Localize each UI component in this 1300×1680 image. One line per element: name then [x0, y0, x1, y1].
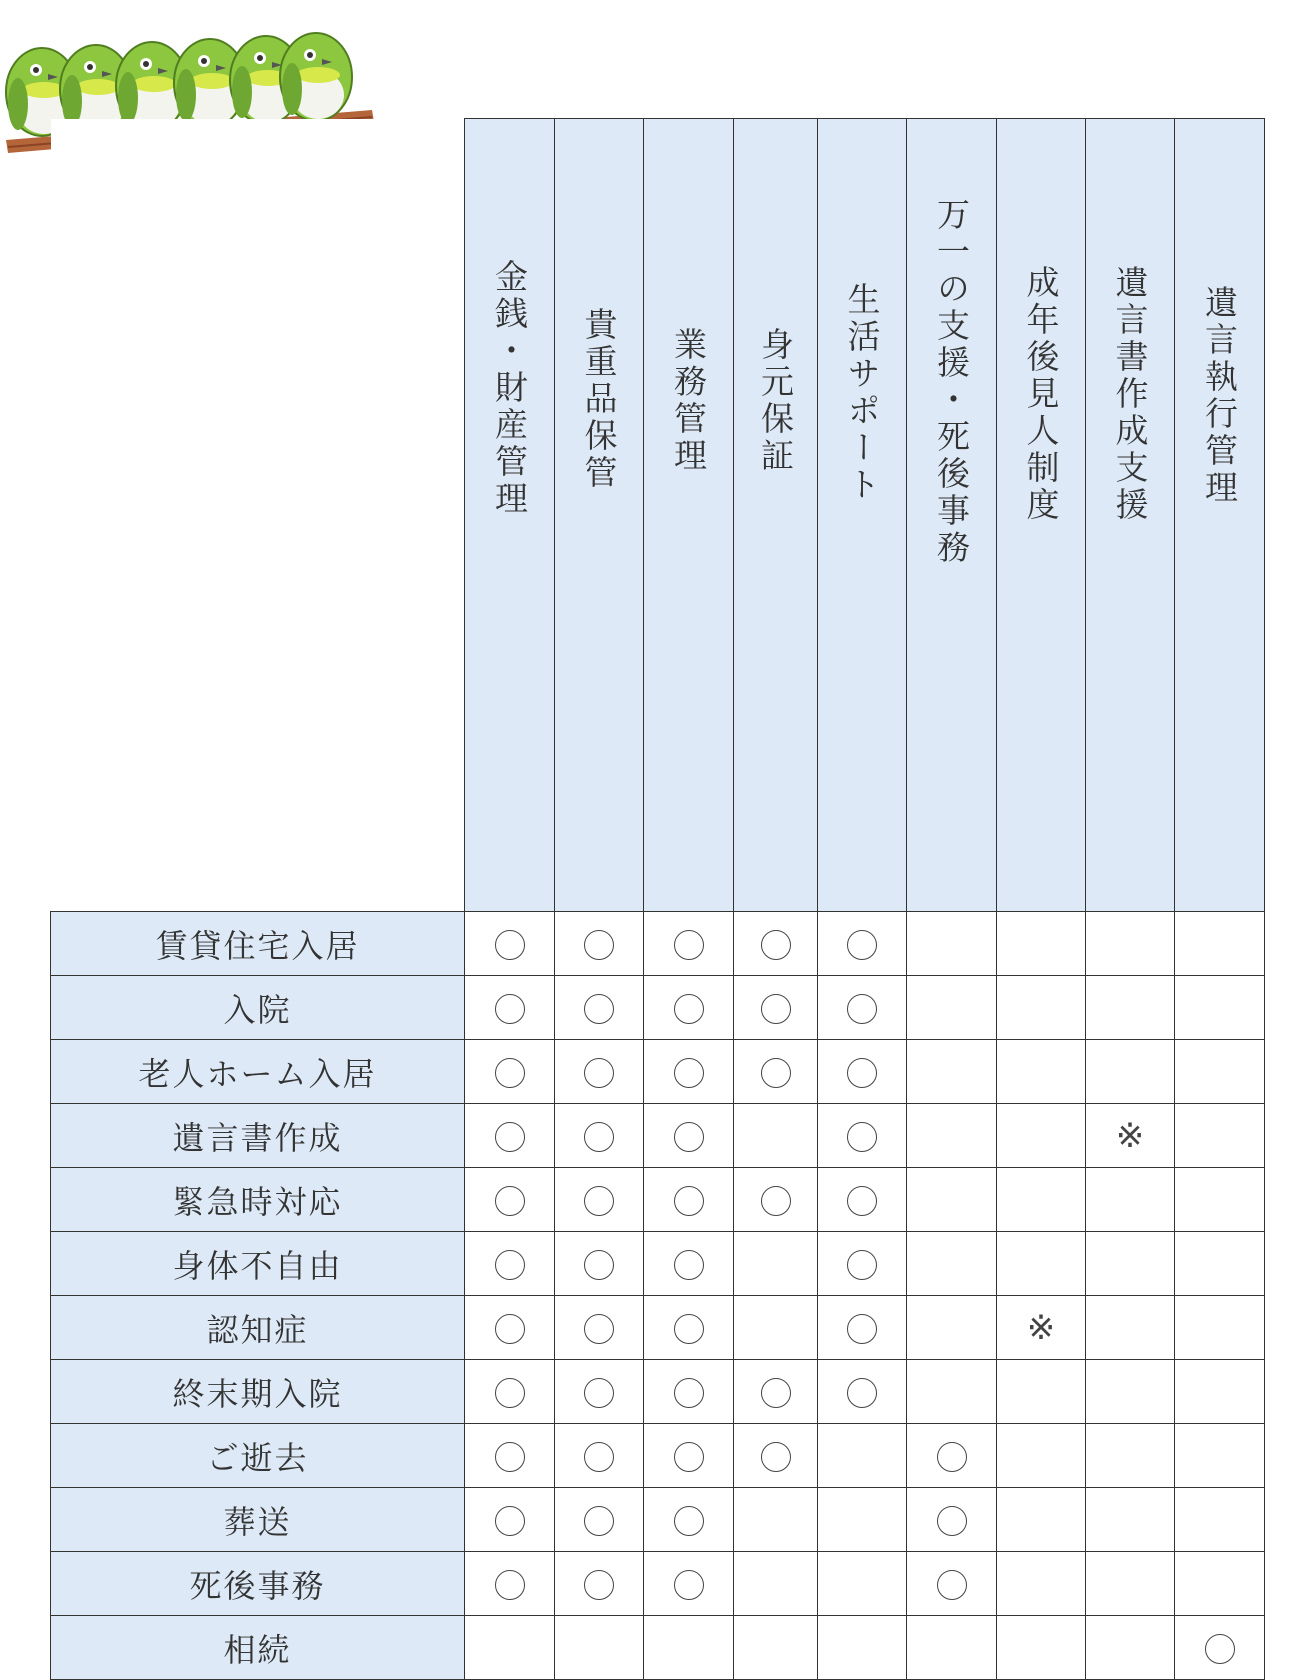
- circle-mark: [761, 1058, 791, 1088]
- circle-mark: [584, 1186, 614, 1216]
- table-cell: [997, 1552, 1086, 1616]
- table-cell: [644, 1296, 734, 1360]
- table-cell: [465, 1424, 555, 1488]
- table-cell: [907, 912, 997, 976]
- table-cell: [644, 1104, 734, 1168]
- table-cell: [1175, 1488, 1265, 1552]
- circle-mark: [761, 1378, 791, 1408]
- table-cell: [997, 1232, 1086, 1296]
- circle-mark: [674, 1058, 704, 1088]
- table-cell: [555, 1488, 644, 1552]
- table-row: [51, 1296, 1265, 1360]
- service-matrix-table: [50, 118, 1265, 1680]
- circle-mark: [495, 1506, 525, 1536]
- table-row: [51, 1616, 1265, 1680]
- table-row: [51, 1232, 1265, 1296]
- table-cell: [907, 1616, 997, 1680]
- row-header-label: 老人ホーム入居: [51, 1040, 465, 1104]
- table-cell: [997, 1168, 1086, 1232]
- table-cell: [555, 1104, 644, 1168]
- table-cell: [997, 1296, 1086, 1360]
- table-cell: [734, 1424, 818, 1488]
- table-cell: [644, 1488, 734, 1552]
- table-cell: [465, 976, 555, 1040]
- table-cell: [555, 1040, 644, 1104]
- table-cell: [734, 1104, 818, 1168]
- column-header-label: 遺言執行管理: [1200, 285, 1239, 507]
- table-cell: [644, 1360, 734, 1424]
- circle-mark: [584, 994, 614, 1024]
- table-cell: [818, 1488, 907, 1552]
- table-corner: [51, 119, 465, 912]
- circle-mark: [674, 930, 704, 960]
- table-cell: [734, 1552, 818, 1616]
- circle-mark: [674, 1314, 704, 1344]
- column-header-label: 生活サポート: [842, 282, 882, 504]
- table-cell: [997, 1488, 1086, 1552]
- table-cell: [734, 1296, 818, 1360]
- column-header: [644, 119, 734, 912]
- row-header-label: 緊急時対応: [51, 1168, 465, 1232]
- reference-mark: ※: [1026, 1307, 1056, 1348]
- circle-mark: [495, 930, 525, 960]
- table-cell: [1086, 1552, 1175, 1616]
- table-cell: [997, 1360, 1086, 1424]
- table-row: [51, 1488, 1265, 1552]
- table-row: [51, 1040, 1265, 1104]
- circle-mark: [495, 1250, 525, 1280]
- table-cell: [907, 1232, 997, 1296]
- circle-mark: [495, 994, 525, 1024]
- table-cell: [1175, 1040, 1265, 1104]
- table-cell: [818, 1040, 907, 1104]
- table-cell: [1086, 1040, 1175, 1104]
- table-cell: [555, 1168, 644, 1232]
- table-cell: [465, 1040, 555, 1104]
- table-cell: [818, 976, 907, 1040]
- table-cell: [1175, 912, 1265, 976]
- table-cell: [1175, 1552, 1265, 1616]
- table-cell: [1175, 1232, 1265, 1296]
- table-cell: [465, 1488, 555, 1552]
- circle-mark: [847, 930, 877, 960]
- circle-mark: [761, 994, 791, 1024]
- table-cell: [465, 1616, 555, 1680]
- table-cell: [818, 1424, 907, 1488]
- table-cell: [555, 1616, 644, 1680]
- table-cell: [1175, 1296, 1265, 1360]
- table-cell: [734, 1616, 818, 1680]
- circle-mark: [495, 1058, 525, 1088]
- row-header-label: 死後事務: [51, 1552, 465, 1616]
- table-cell: [818, 1168, 907, 1232]
- circle-mark: [761, 1442, 791, 1472]
- column-header-row: [51, 119, 1265, 912]
- table-cell: [1086, 976, 1175, 1040]
- column-header-label: 金銭・財産管理: [490, 259, 529, 518]
- table-cell: [1175, 1360, 1265, 1424]
- circle-mark: [761, 1186, 791, 1216]
- table-cell: [644, 1232, 734, 1296]
- column-header-label: 万一の支援・死後事務: [932, 197, 971, 567]
- circle-mark: [847, 1250, 877, 1280]
- table-cell: [907, 1552, 997, 1616]
- table-cell: [1086, 1104, 1175, 1168]
- circle-mark: [847, 994, 877, 1024]
- circle-mark: [495, 1122, 525, 1152]
- table-cell: [465, 1104, 555, 1168]
- row-header-label: 終末期入院: [51, 1360, 465, 1424]
- circle-mark: [495, 1442, 525, 1472]
- table-cell: [644, 1040, 734, 1104]
- column-header-label: 業務管理: [669, 327, 708, 475]
- table-cell: [907, 1104, 997, 1168]
- row-header-label: 認知症: [51, 1296, 465, 1360]
- table-cell: [818, 1552, 907, 1616]
- table-cell: [818, 1104, 907, 1168]
- row-header-label: 相続: [51, 1616, 465, 1680]
- table-cell: [818, 912, 907, 976]
- table-cell: [734, 1168, 818, 1232]
- column-header: [555, 119, 644, 912]
- row-header-label: 賃貸住宅入居: [51, 912, 465, 976]
- table-cell: [907, 1360, 997, 1424]
- table-row: [51, 1424, 1265, 1488]
- table-cell: [818, 1232, 907, 1296]
- circle-mark: [584, 1442, 614, 1472]
- row-header-label: 入院: [51, 976, 465, 1040]
- row-header-label: 身体不自由: [51, 1232, 465, 1296]
- table-cell: [555, 1424, 644, 1488]
- circle-mark: [937, 1506, 967, 1536]
- table-cell: [465, 1552, 555, 1616]
- table-cell: [907, 1424, 997, 1488]
- table-cell: [1175, 1616, 1265, 1680]
- table-cell: [1175, 976, 1265, 1040]
- circle-mark: [495, 1186, 525, 1216]
- table-cell: [1086, 1232, 1175, 1296]
- table-row: [51, 1360, 1265, 1424]
- table-row: [51, 1104, 1265, 1168]
- circle-mark: [761, 930, 791, 960]
- column-header: [465, 119, 555, 912]
- table-cell: [907, 976, 997, 1040]
- column-header-label: 遺言書作成支援: [1110, 265, 1150, 524]
- table-cell: [1086, 1296, 1175, 1360]
- table-row: [51, 912, 1265, 976]
- circle-mark: [584, 1570, 614, 1600]
- table-cell: [555, 1232, 644, 1296]
- table-cell: [1086, 1360, 1175, 1424]
- table-cell: [734, 912, 818, 976]
- circle-mark: [847, 1058, 877, 1088]
- table-cell: [734, 1232, 818, 1296]
- table-cell: [818, 1360, 907, 1424]
- table-cell: [997, 1424, 1086, 1488]
- table-cell: [555, 976, 644, 1040]
- column-header: [818, 119, 907, 912]
- table-cell: [465, 1168, 555, 1232]
- table-cell: [818, 1296, 907, 1360]
- row-header-label: 遺言書作成: [51, 1104, 465, 1168]
- table-row: [51, 1552, 1265, 1616]
- circle-mark: [674, 1250, 704, 1280]
- circle-mark: [584, 1314, 614, 1344]
- table-cell: [1086, 912, 1175, 976]
- table-cell: [997, 976, 1086, 1040]
- circle-mark: [674, 1506, 704, 1536]
- table-cell: [465, 912, 555, 976]
- table-cell: [1086, 1488, 1175, 1552]
- column-header: [907, 119, 997, 912]
- table-cell: [1175, 1424, 1265, 1488]
- table-cell: [644, 1168, 734, 1232]
- circle-mark: [674, 1570, 704, 1600]
- circle-mark: [847, 1186, 877, 1216]
- table-cell: [465, 1360, 555, 1424]
- table-row: [51, 976, 1265, 1040]
- table-cell: [907, 1168, 997, 1232]
- circle-mark: [674, 1378, 704, 1408]
- circle-mark: [495, 1378, 525, 1408]
- column-header: [1086, 119, 1175, 912]
- table-cell: [555, 1552, 644, 1616]
- table-cell: [465, 1296, 555, 1360]
- table-cell: [644, 976, 734, 1040]
- table-cell: [644, 912, 734, 976]
- column-header: [734, 119, 818, 912]
- table-cell: [734, 1488, 818, 1552]
- circle-mark: [847, 1314, 877, 1344]
- reference-mark: ※: [1115, 1115, 1145, 1156]
- table-cell: [1086, 1616, 1175, 1680]
- table-cell: [734, 1360, 818, 1424]
- circle-mark: [584, 1506, 614, 1536]
- table-cell: [907, 1296, 997, 1360]
- circle-mark: [847, 1122, 877, 1152]
- table-cell: [734, 976, 818, 1040]
- circle-mark: [674, 1122, 704, 1152]
- column-header: [1175, 119, 1265, 912]
- column-header: [997, 119, 1086, 912]
- table-cell: [555, 1360, 644, 1424]
- bird-icon: [280, 33, 352, 121]
- circle-mark: [847, 1378, 877, 1408]
- circle-mark: [937, 1442, 967, 1472]
- column-header-label: 成年後見人制度: [1021, 265, 1061, 524]
- table-cell: [997, 912, 1086, 976]
- table-cell: [644, 1424, 734, 1488]
- circle-mark: [674, 994, 704, 1024]
- column-header-label: 身元保証: [756, 327, 795, 475]
- circle-mark: [937, 1570, 967, 1600]
- table-body: [51, 912, 1265, 1680]
- circle-mark: [584, 1378, 614, 1408]
- row-header-label: ご逝去: [51, 1424, 465, 1488]
- table-cell: [465, 1232, 555, 1296]
- table-cell: [818, 1616, 907, 1680]
- table-cell: [1086, 1424, 1175, 1488]
- circle-mark: [495, 1570, 525, 1600]
- table-cell: [644, 1552, 734, 1616]
- table-cell: [644, 1616, 734, 1680]
- table-cell: [555, 912, 644, 976]
- circle-mark: [584, 1250, 614, 1280]
- table-cell: [555, 1296, 644, 1360]
- table-cell: [1086, 1168, 1175, 1232]
- table-cell: [997, 1104, 1086, 1168]
- circle-mark: [1205, 1634, 1235, 1664]
- circle-mark: [584, 1122, 614, 1152]
- circle-mark: [674, 1186, 704, 1216]
- circle-mark: [674, 1442, 704, 1472]
- circle-mark: [495, 1314, 525, 1344]
- table-row: [51, 1168, 1265, 1232]
- table-cell: [907, 1488, 997, 1552]
- table-cell: [734, 1040, 818, 1104]
- table-cell: [1175, 1104, 1265, 1168]
- table-cell: [1175, 1168, 1265, 1232]
- circle-mark: [584, 1058, 614, 1088]
- table-cell: [997, 1040, 1086, 1104]
- table-cell: [997, 1616, 1086, 1680]
- circle-mark: [584, 930, 614, 960]
- table-cell: [907, 1040, 997, 1104]
- row-header-label: 葬送: [51, 1488, 465, 1552]
- column-header-label: 貴重品保管: [579, 307, 619, 492]
